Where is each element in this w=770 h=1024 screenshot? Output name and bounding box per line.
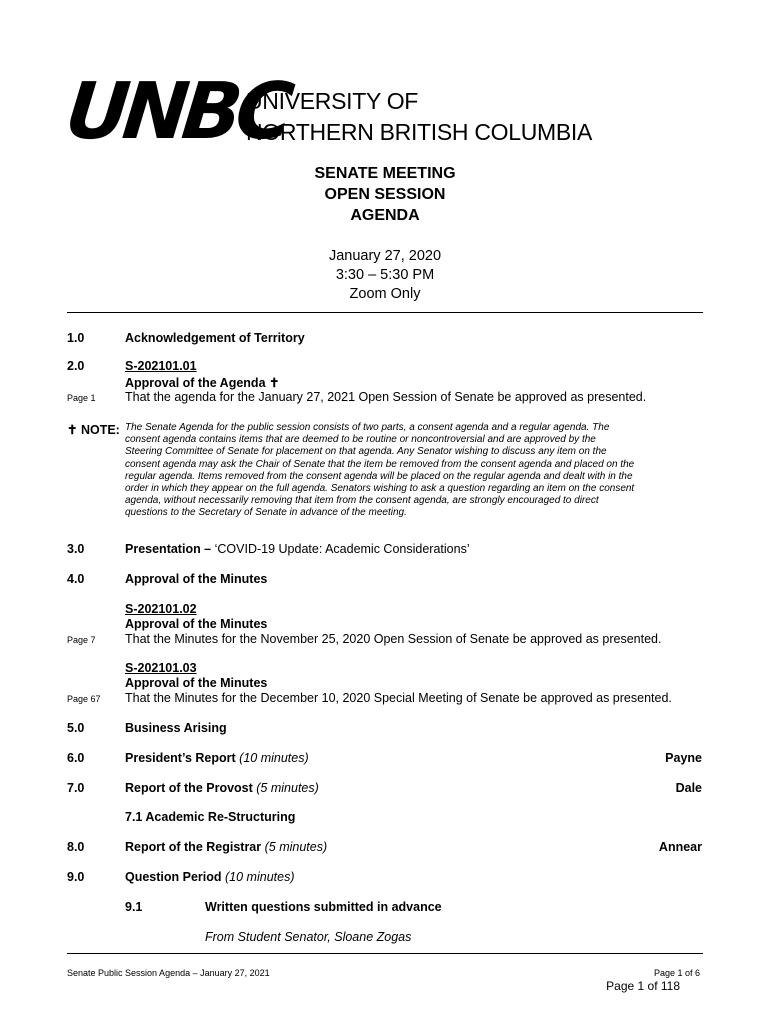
report-title: Report of the Provost: [125, 781, 253, 795]
item-number: 3.0: [67, 542, 85, 556]
meeting-time: 3:30 – 5:30 PM: [335, 267, 435, 283]
footer-page-number: Page 1 of 118: [606, 979, 680, 993]
item-title: [125, 542, 470, 556]
report-title: President’s Report: [125, 751, 236, 765]
page-reference: Page 67: [67, 694, 101, 704]
note-line: The Senate Agenda for the public session consists of two parts, a consent agenda and a regular agenda. The: [125, 422, 610, 433]
logo-mark: UNBC: [61, 67, 293, 157]
title-line2: OPEN SESSION: [324, 186, 446, 203]
note-text: [125, 422, 707, 520]
report-duration: (10 minutes): [235, 751, 309, 765]
item-number: 1.0: [67, 331, 85, 345]
meeting-location: Zoom Only: [349, 286, 421, 302]
unbc-logo: [61, 64, 626, 164]
title-line1: SENATE MEETING: [314, 165, 456, 182]
footer-section-page: Page 1 of 6: [653, 968, 700, 978]
note-line: questions to the Secretary of Senate in advance of the meeting.: [125, 507, 407, 519]
motion-title: Approval of the Minutes: [125, 676, 268, 690]
item-number: 7.0: [67, 781, 85, 795]
item-number: 5.0: [67, 721, 85, 735]
note-label-text: ✝ NOTE:: [67, 423, 120, 437]
header-divider: [67, 312, 703, 313]
presentation-label: Presentation –: [125, 542, 212, 556]
item-title: Approval of the Agenda ✝: [125, 376, 280, 390]
report-duration: (10 minutes): [221, 870, 295, 884]
note-line: Steering Committee of Senate for placement on that agenda. Any Senator wishing to discuss any item on the: [125, 446, 607, 458]
note-line: consent agenda contains items that are deemed to be routine or noncontroversial and are approved by the: [125, 434, 596, 446]
university-name-line1: UNIVERSITY OF: [246, 88, 419, 114]
motion-number: S-202101.01: [125, 359, 197, 373]
report-title: Question Period: [125, 870, 222, 884]
item-title: [125, 751, 309, 765]
footer-divider: [67, 953, 703, 954]
footer-document-title: Senate Public Session Agenda – January 27, 2021: [67, 968, 270, 978]
note-line: order in which they appear on the full agenda. Senators wishing to ask a question regarding an item on the consent: [125, 483, 635, 495]
note-line: regular agenda. Items removed from the consent agenda will be placed on the regular agenda and dealt with in the: [125, 470, 633, 482]
motion-title: Approval of the Minutes: [125, 617, 268, 631]
motion-text: That the Minutes for the November 25, 2020 Open Session of Senate be approved as presented.: [125, 632, 662, 646]
item-title: Business Arising: [125, 721, 227, 735]
item-title: Acknowledgement of Territory: [125, 331, 305, 345]
presentation-topic: ‘COVID-19 Update: Academic Considerations’: [211, 542, 470, 556]
item-number: 9.0: [67, 870, 85, 884]
presenter: Payne: [665, 751, 702, 765]
item-title: [125, 870, 295, 884]
presenter: Annear: [658, 840, 702, 854]
item-title: Approval of the Minutes: [125, 572, 268, 586]
sub-item-number: 9.1: [125, 900, 143, 914]
report-duration: (5 minutes): [252, 781, 319, 795]
meeting-date: January 27, 2020: [328, 248, 442, 264]
motion-number: S-202101.03: [125, 661, 197, 675]
presenter: Dale: [675, 781, 702, 795]
meeting-details: [0, 247, 770, 304]
item-number: 6.0: [67, 751, 85, 765]
report-title: Report of the Registrar: [125, 840, 262, 854]
title-line3: AGENDA: [350, 207, 420, 224]
item-number: 4.0: [67, 572, 85, 586]
sub-item-title: Written questions submitted in advance: [205, 900, 442, 914]
university-name: [246, 86, 592, 148]
agenda-title: [0, 163, 770, 226]
note-label: [67, 422, 120, 437]
question-source: From Student Senator, Sloane Zogas: [205, 930, 412, 944]
motion-text: That the Minutes for the December 10, 2020 Special Meeting of Senate be approved as presented.: [125, 691, 672, 705]
motion-number: S-202101.02: [125, 602, 197, 616]
item-title: [125, 781, 319, 795]
item-title: [125, 840, 327, 854]
motion-text: That the agenda for the January 27, 2021 Open Session of Senate be approved as presented.: [125, 390, 647, 404]
university-name-line2: NORTHERN BRITISH COLUMBIA: [246, 119, 593, 145]
report-duration: (5 minutes): [261, 840, 328, 854]
item-number: 8.0: [67, 840, 85, 854]
sub-item: 7.1 Academic Re-Structuring: [125, 810, 296, 824]
page-reference: Page 1: [67, 393, 96, 403]
item-number: 2.0: [67, 359, 85, 373]
note-line: consent agenda may ask the Chair of Senate that the item be removed from the consent agenda and placed on the: [125, 458, 635, 470]
note-line: agenda, without necessarily removing that item from the consent agenda, are strongly encouraged to direct: [125, 495, 599, 507]
page-reference: Page 7: [67, 635, 96, 645]
